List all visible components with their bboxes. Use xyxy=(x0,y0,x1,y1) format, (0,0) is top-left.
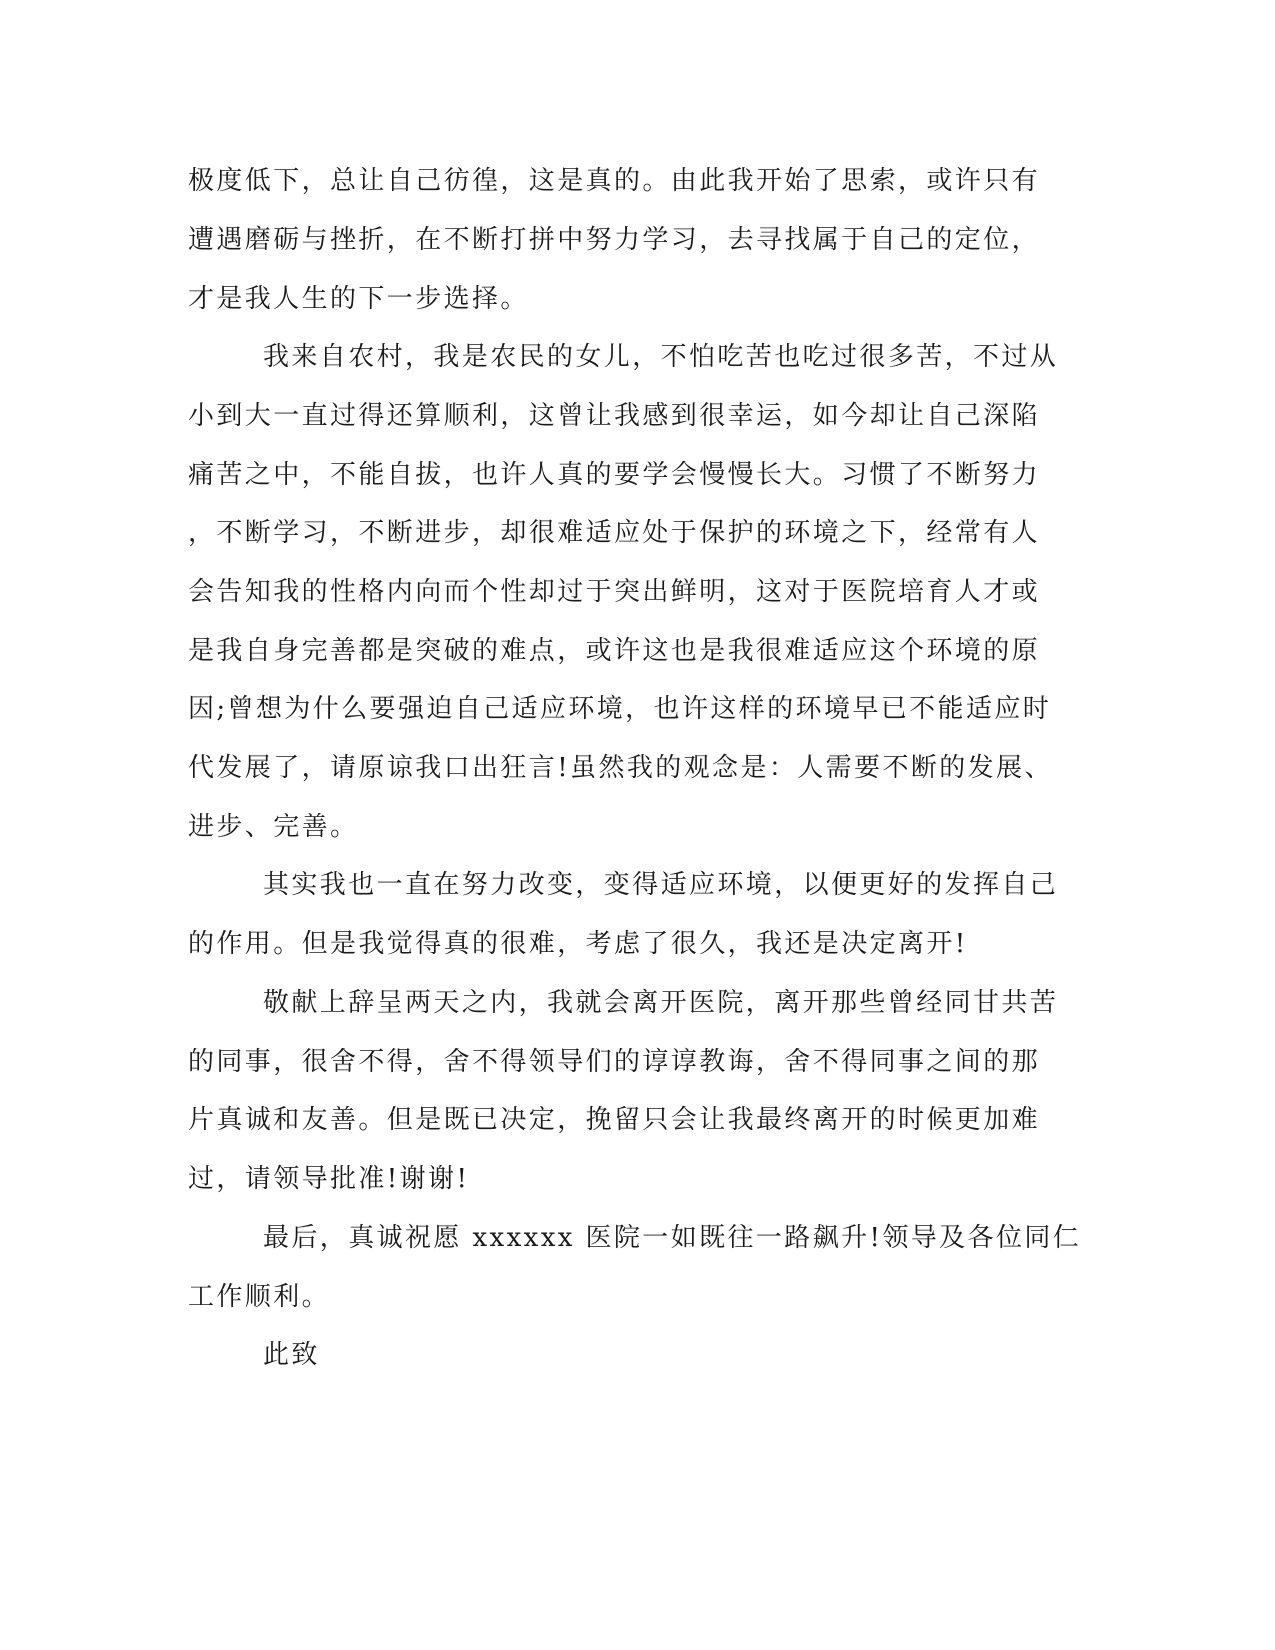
paragraph-start-line: 敬献上辞呈两天之内，我就会离开医院，离开那些曾经同甘共苦 xyxy=(263,988,1059,1018)
text-line: 片真诚和友善。但是既已决定，挽留只会让我最终离开的时候更加难 xyxy=(188,1105,1041,1135)
text-line: 的作用。但是我觉得真的很难，考虑了很久，我还是决定离开! xyxy=(188,929,968,959)
text-line: ，不断学习，不断进步，却很难适应处于保护的环境之下，经常有人 xyxy=(188,518,1041,548)
text-line: 会告知我的性格内向而个性却过于突出鲜明，这对于医院培育人才或 xyxy=(188,577,1041,607)
text-line: 极度低下，总让自己彷徨，这是真的。由此我开始了思索，或许只有 xyxy=(188,166,1041,196)
closing-salutation: 此致 xyxy=(263,1340,320,1370)
text-line: 代发展了，请原谅我口出狂言!虽然我的观念是：人需要不断的发展、 xyxy=(188,753,1053,783)
text-line: 的同事，很舍不得，舍不得领导们的谆谆教诲，舍不得同事之间的那 xyxy=(188,1047,1041,1077)
text-line: 因;曾想为什么要强迫自己适应环境，也许这样的环境早已不能适应时 xyxy=(188,694,1052,724)
text-line: 过，请领导批准!谢谢! xyxy=(188,1164,470,1194)
text-line: 工作顺利。 xyxy=(188,1282,331,1312)
text-line: 进步、完善。 xyxy=(188,812,359,842)
text-line: 小到大一直过得还算顺利，这曾让我感到很幸运，如今却让自己深陷 xyxy=(188,401,1041,431)
paragraph-start-line: 其实我也一直在努力改变，变得适应环境，以便更好的发挥自己 xyxy=(263,870,1059,900)
text-line: 痛苦之中，不能自拔，也许人真的要学会慢慢长大。习惯了不断努力 xyxy=(188,460,1041,490)
text-line: 是我自身完善都是突破的难点，或许这也是我很难适应这个环境的原 xyxy=(188,636,1041,666)
paragraph-start-line: 我来自农村，我是农民的女儿，不怕吃苦也吃过很多苦，不过从 xyxy=(263,342,1059,372)
text-line: 才是我人生的下一步选择。 xyxy=(188,284,529,314)
paragraph-start-line: 最后，真诚祝愿 xxxxxx 医院一如既往一路飙升!领导及各位同仁 xyxy=(263,1223,1082,1253)
text-line: 遭遇磨砺与挫折，在不断打拼中努力学习，去寻找属于自己的定位， xyxy=(188,225,1041,255)
